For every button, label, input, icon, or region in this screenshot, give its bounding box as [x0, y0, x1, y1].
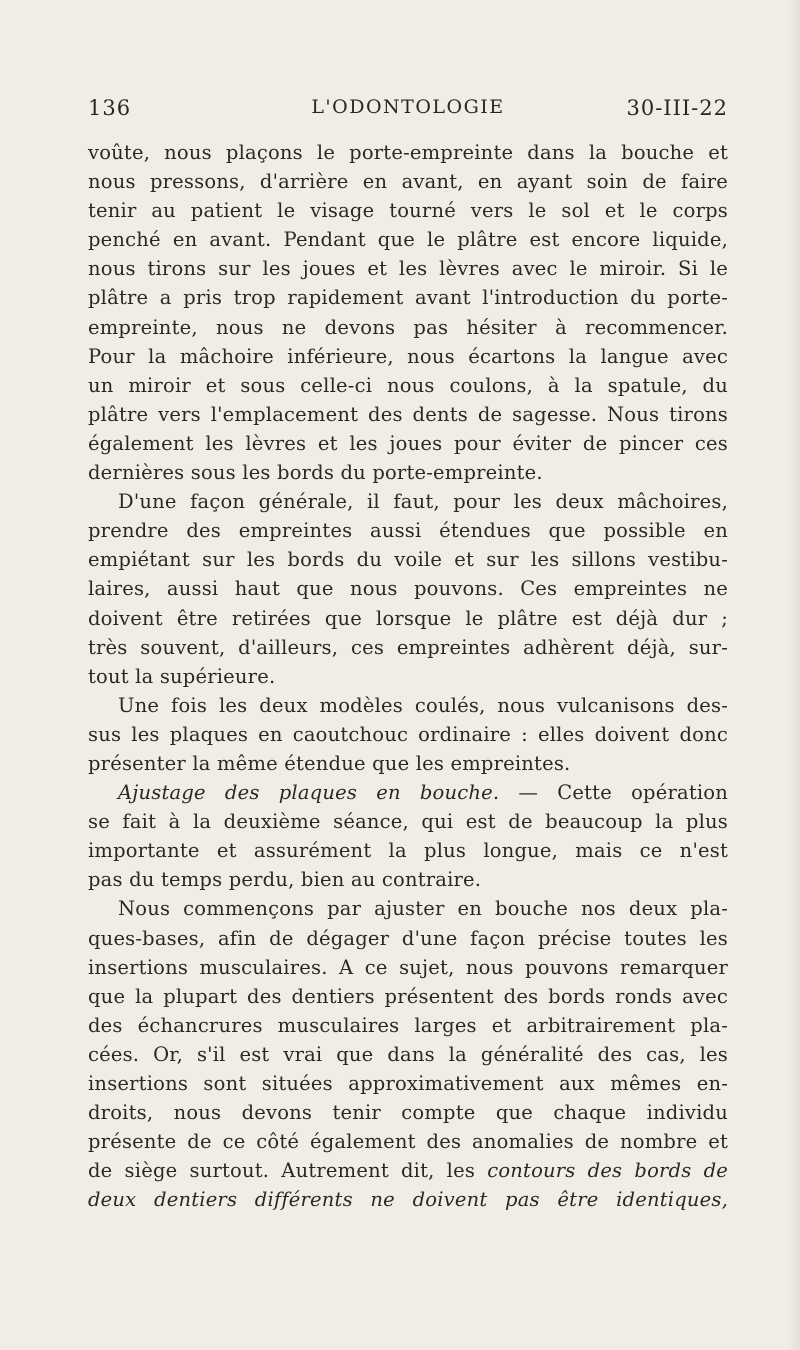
text-line: également les lèvres et les joues pour éviter de pincer ces [88, 431, 728, 455]
text-line: importante et assurément la plus longue, mais ce n'est [88, 839, 728, 863]
text-line: nous tirons sur les joues et les lèvres avec le miroir. Si le [88, 257, 728, 281]
text-line: plâtre a pris trop rapidement avant l'introduction du porte- [88, 286, 728, 310]
text-line: Nous commençons par ajuster en bouche nos deux pla- [118, 897, 728, 921]
text-line: penché en avant. Pendant que le plâtre est encore liquide, [88, 228, 728, 252]
issue-date: 30-III-22 [626, 96, 728, 120]
text-line: se fait à la deuxième séance, qui est de beaucoup la plus [88, 810, 728, 834]
text-line: dernières sous les bords du porte-empreinte. [88, 461, 543, 485]
text-line: D'une façon générale, il faut, pour les deux mâchoires, [118, 490, 728, 514]
text-line: doivent être retirées que lorsque le plâtre est déjà dur ; [88, 606, 728, 630]
text-line: insertions sont situées approximativement aux mêmes en- [88, 1072, 728, 1095]
text-line: de siège surtout. Autrement dit, les contours des bords de [88, 1159, 728, 1183]
text-line: tout la supérieure. [88, 664, 276, 688]
text-line: cées. Or, s'il est vrai que dans la généralité des cas, les [88, 1042, 728, 1066]
text-line: pas du temps perdu, bien au contraire. [88, 868, 482, 892]
text-line: ques-bases, afin de dégager d'une façon précise toutes les [88, 926, 728, 950]
text-line: que la plupart des dentiers présentent des bords ronds avec [88, 984, 728, 1008]
text-line: présenter la même étendue que les empreintes. [88, 751, 571, 775]
text-line: empiétant sur les bords du voile et sur les sillons vestibu- [88, 548, 728, 572]
text-line: droits, nous devons tenir compte que chaque individu [88, 1101, 728, 1125]
text-line: Pour la mâchoire inférieure, nous écartons la langue avec [88, 344, 728, 368]
text-line: insertions musculaires. A ce sujet, nous pouvons remarquer [88, 955, 728, 979]
text-line: présente de ce côté également des anomalies de nombre et [88, 1130, 728, 1154]
text-line: plâtre vers l'emplacement des dents de sagesse. Nous tirons [88, 402, 728, 426]
section-heading: Ajustage des plaques en bouche. [118, 781, 500, 805]
running-header [88, 96, 728, 130]
text-line: tenir au patient le visage tourné vers le sol et le corps [88, 199, 728, 223]
emphasis-text: contours des bords de [487, 1159, 728, 1183]
text-line: Une fois les deux modèles coulés, nous vulcanisons des- [118, 693, 728, 717]
text-line: des échancrures musculaires larges et arbitrairement pla- [88, 1013, 728, 1037]
body-text [88, 138, 728, 1214]
page-edge-shadow [786, 0, 800, 1350]
text-line: très souvent, d'ailleurs, ces empreintes adhèrent déjà, sur- [88, 635, 728, 659]
emphasis-line: deux dentiers différents ne doivent pas être identiques, [88, 1188, 728, 1212]
section-heading-line: Ajustage des plaques en bouche. — Cette opération [118, 781, 728, 805]
journal-title: L'ODONTOLOGIE [311, 96, 505, 118]
text-line: empreinte, nous ne devons pas hésiter à recommencer. [88, 315, 728, 339]
text-line: sus les plaques en caoutchouc ordinaire : elles doivent donc [88, 722, 728, 746]
text-line: un miroir et sous celle-ci nous coulons, à la spatule, du [88, 373, 728, 397]
text-line: laires, aussi haut que nous pouvons. Ces empreintes ne [88, 577, 728, 601]
text-line: voûte, nous plaçons le porte-empreinte dans la bouche et [88, 141, 728, 164]
text-line: nous pressons, d'arrière en avant, en ayant soin de faire [88, 170, 728, 194]
page-number: 136 [88, 96, 132, 120]
text-line: prendre des empreintes aussi étendues que possible en [88, 519, 728, 543]
